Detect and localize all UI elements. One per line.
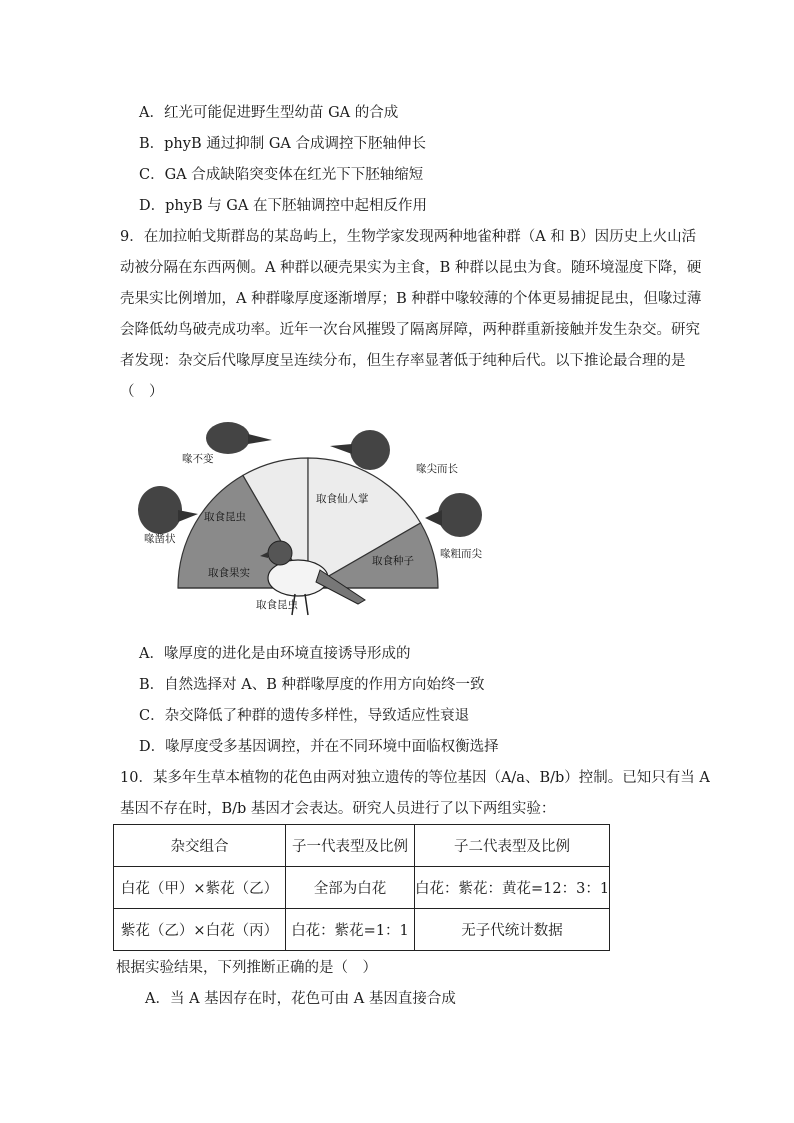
beak-label-thick-pointed: 喙粗而尖: [440, 548, 482, 560]
table-cell: 无子代统计数据: [415, 909, 610, 951]
table-cell: 全部为白花: [286, 867, 415, 909]
beak-head-unchanged: [206, 422, 272, 454]
table-cell: 紫花（乙）×白花（丙）: [114, 909, 286, 951]
table-header-cell: 子一代表型及比例: [286, 825, 415, 867]
table-cell: 白花（甲）×紫花（乙）: [114, 867, 286, 909]
beak-label-chisel: 喙凿状: [144, 533, 176, 545]
table-cell: 白花：紫花=1：1: [286, 909, 415, 951]
q8-option-d: D．phyB 与 GA 在下胚轴调控中起相反作用: [139, 198, 427, 214]
q9-stem-line-1: 9．在加拉帕戈斯群岛的某岛屿上，生物学家发现两种地雀种群（A 和 B）因历史上火山活: [120, 229, 697, 245]
q9-stem-line-4: 会降低幼鸟破壳成功率。近年一次台风摧毁了隔离屏障，两种群重新接触并发生杂交。研究: [120, 322, 700, 338]
sector-label-fruit: 取食果实: [208, 567, 250, 579]
table-header-cell: 杂交组合: [114, 825, 286, 867]
sector-label-seeds: 取食种子: [372, 555, 414, 567]
q9-stem-line-3: 壳果实比例增加，A 种群喙厚度逐渐增厚；B 种群中喙较薄的个体更易捕捉昆虫，但喙过薄: [120, 291, 702, 307]
beak-label-unchanged: 喙不变: [182, 453, 214, 465]
q9-option-b: B．自然选择对 A、B 种群喙厚度的作用方向始终一致: [139, 677, 485, 693]
table-header-row: [114, 825, 610, 867]
q9-stem-line-2: 动被分隔在东西两侧。A 种群以硬壳果实为主食，B 种群以昆虫为食。随环境湿度下降，硬: [120, 260, 702, 276]
sector-label-insects: 取食昆虫: [204, 511, 246, 523]
q9-stem-line-6: （ ）: [120, 384, 164, 400]
finch-beak-figure: [120, 410, 510, 630]
table-cell: 白花：紫花：黄花=12：3：1: [415, 867, 610, 909]
table-row: [114, 909, 610, 951]
q10-option-a: A．当 A 基因存在时，花色可由 A 基因直接合成: [145, 991, 456, 1007]
q9-stem-line-5: 者发现：杂交后代喙厚度呈连续分布，但生存率显著低于纯种后代。以下推论最合理的是: [120, 353, 686, 369]
table-header-cell: 子二代表型及比例: [415, 825, 610, 867]
q9-option-c: C．杂交降低了种群的遗传多样性，导致适应性衰退: [139, 708, 470, 724]
sector-label-cactus: 取食仙人掌: [316, 493, 369, 505]
cross-experiment-table: [113, 824, 610, 951]
q10-stem-line-1: 10．某多年生草本植物的花色由两对独立遗传的等位基因（A/a、B/b）控制。已知只有当 A: [120, 770, 710, 786]
beak-label-pointed-long: 喙尖而长: [416, 463, 458, 475]
q8-option-b: B．phyB 通过抑制 GA 合成调控下胚轴伸长: [139, 136, 427, 152]
beak-head-chisel: [138, 486, 198, 534]
bottom-label-insects: 取食昆虫: [256, 599, 298, 611]
q8-option-c: C．GA 合成缺陷突变体在红光下下胚轴缩短: [139, 167, 424, 183]
table-row: [114, 867, 610, 909]
q9-option-a: A．喙厚度的进化是由环境直接诱导形成的: [139, 646, 411, 662]
q9-option-d: D．喙厚度受多基因调控，并在不同环境中面临权衡选择: [139, 739, 499, 755]
q10-stem-line-2: 基因不存在时，B/b 基因才会表达。研究人员进行了以下两组实验：: [120, 801, 556, 817]
beak-head-thick-pointed: [425, 493, 482, 537]
q8-option-a: A．红光可能促进野生型幼苗 GA 的合成: [139, 105, 399, 121]
q10-question: 根据实验结果，下列推断正确的是（ ）: [116, 960, 377, 976]
